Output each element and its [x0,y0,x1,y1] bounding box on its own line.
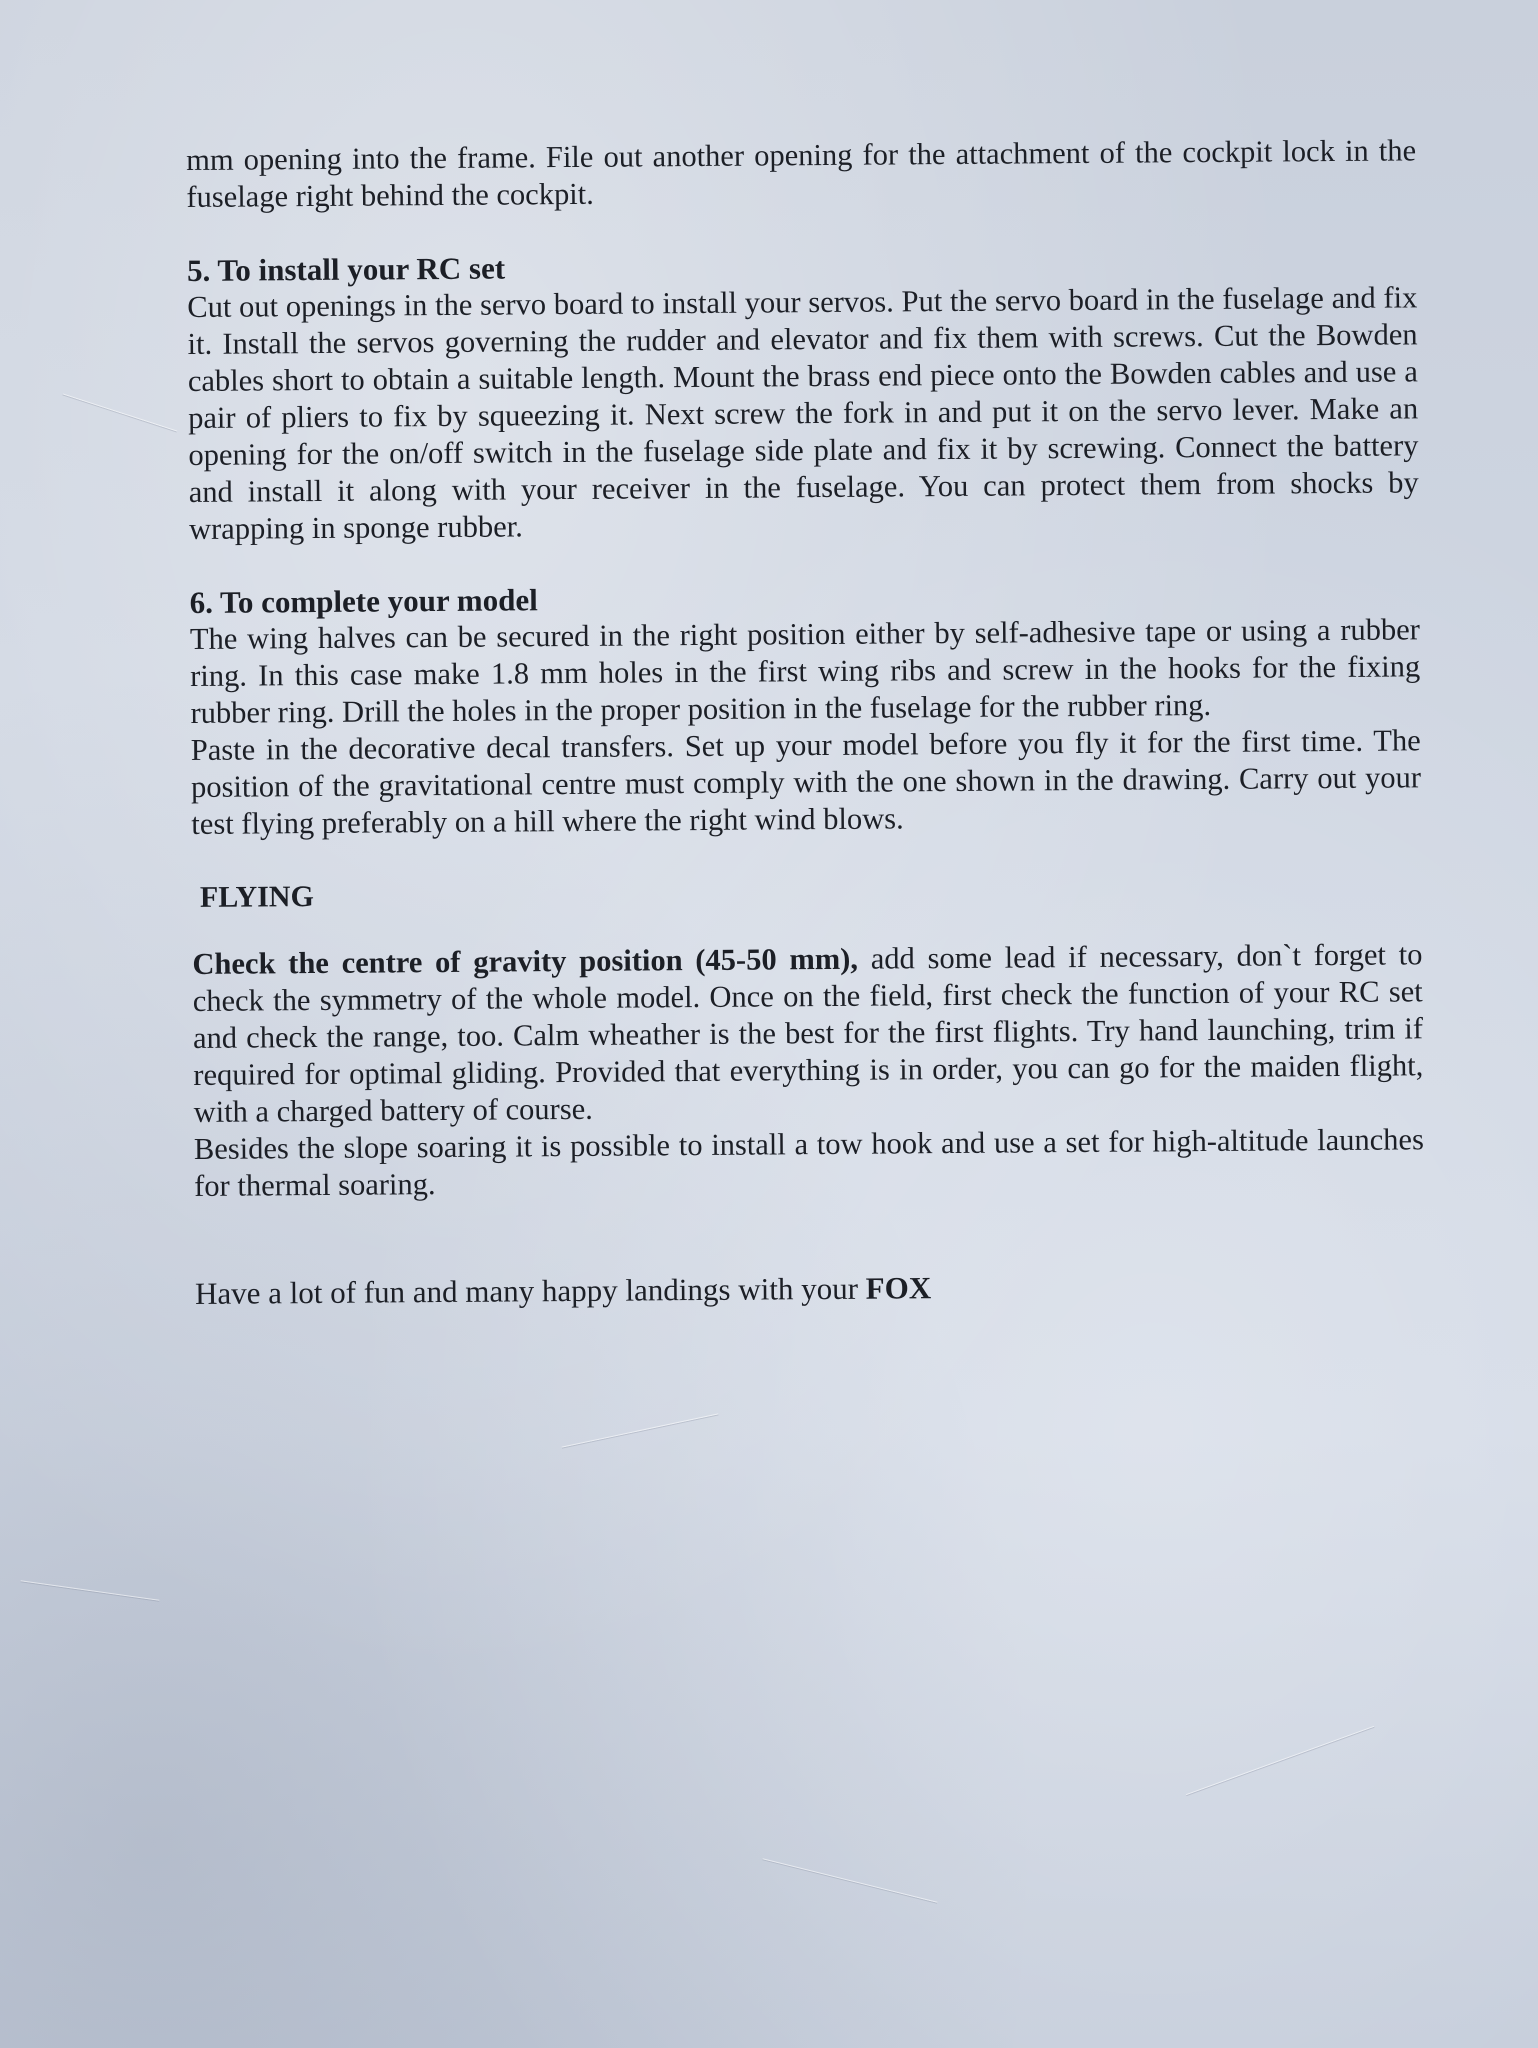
section-6-heading: 6. To complete your model [189,582,538,620]
brand-name: FOX [865,1270,932,1306]
section-6-paragraph-2: Paste in the decorative decal transfers. Set up your model before you fly it for the first time. The position of the gravitational centre must comply with the one shown in the drawing. Carry out your test flying preferably on a hill where the right wind blows. [190,723,1422,841]
flying-paragraph-1-rest: add some lead if necessary, don`t forget to check the symmetry of the whole model. Once on the field, first check the function of your RC set and check the range, too. Calm wheather is the best for the first flights. Try hand launching, trim if required for optimal gliding. Provided that everything is in order, you can go for the maiden flight, with a charged battery of course. [192,937,1424,1129]
intro-paragraph: mm opening into the frame. File out another opening for the attachment of the cockpit lock in the fuselage right behind the cockpit. [186,133,1417,214]
section-5-paragraph: Cut out openings in the servo board to install your servos. Put the servo board in the fuselage and fix it. Install the servos governing the rudder and elevator and fix them with screws. Cut the Bowden cables short to obtain a suitable length. Mount the brass end piece onto the Bowden cables and use a pair of pliers to fix by squeezing it. Next screw the fork in and put it on the servo lever. Make an opening for the on/off switch in the fuselage side plate and fix it by screwing. Connect the battery and install it along with your receiver in the fuselage. You can protect them from shocks by wrapping in sponge rubber. [187,280,1419,546]
paper-crease [21,1580,160,1600]
flying-paragraph-2: Besides the slope soaring it is possible to install a tow hook and use a set for high-altitude launches for thermal soaring. [193,1122,1425,1203]
flying-heading: FLYING [199,880,314,914]
paper-crease [63,393,177,431]
document-body [186,132,1425,1312]
paper-crease [562,1413,719,1447]
section-5-heading: 5. To install your RC set [186,250,506,288]
paper-crease [763,1858,938,1903]
spacer [194,1195,1425,1275]
paper-crease [1186,1726,1374,1795]
centre-of-gravity-lead: Check the centre of gravity position (45-50 mm), [192,941,859,981]
sign-off-text: Have a lot of fun and many happy landings with your [194,1270,866,1311]
flying-paragraph-1 [192,936,1423,1131]
section-6-paragraph-1: The wing halves can be secured in the right position either by self-adhesive tape or using a rubber ring. In this case make 1.8 mm holes in the first wing ribs and screw in the hooks for the fixing rubber ring. Drill the holes in the proper position in the fuselage for the rubber ring. [189,612,1421,730]
